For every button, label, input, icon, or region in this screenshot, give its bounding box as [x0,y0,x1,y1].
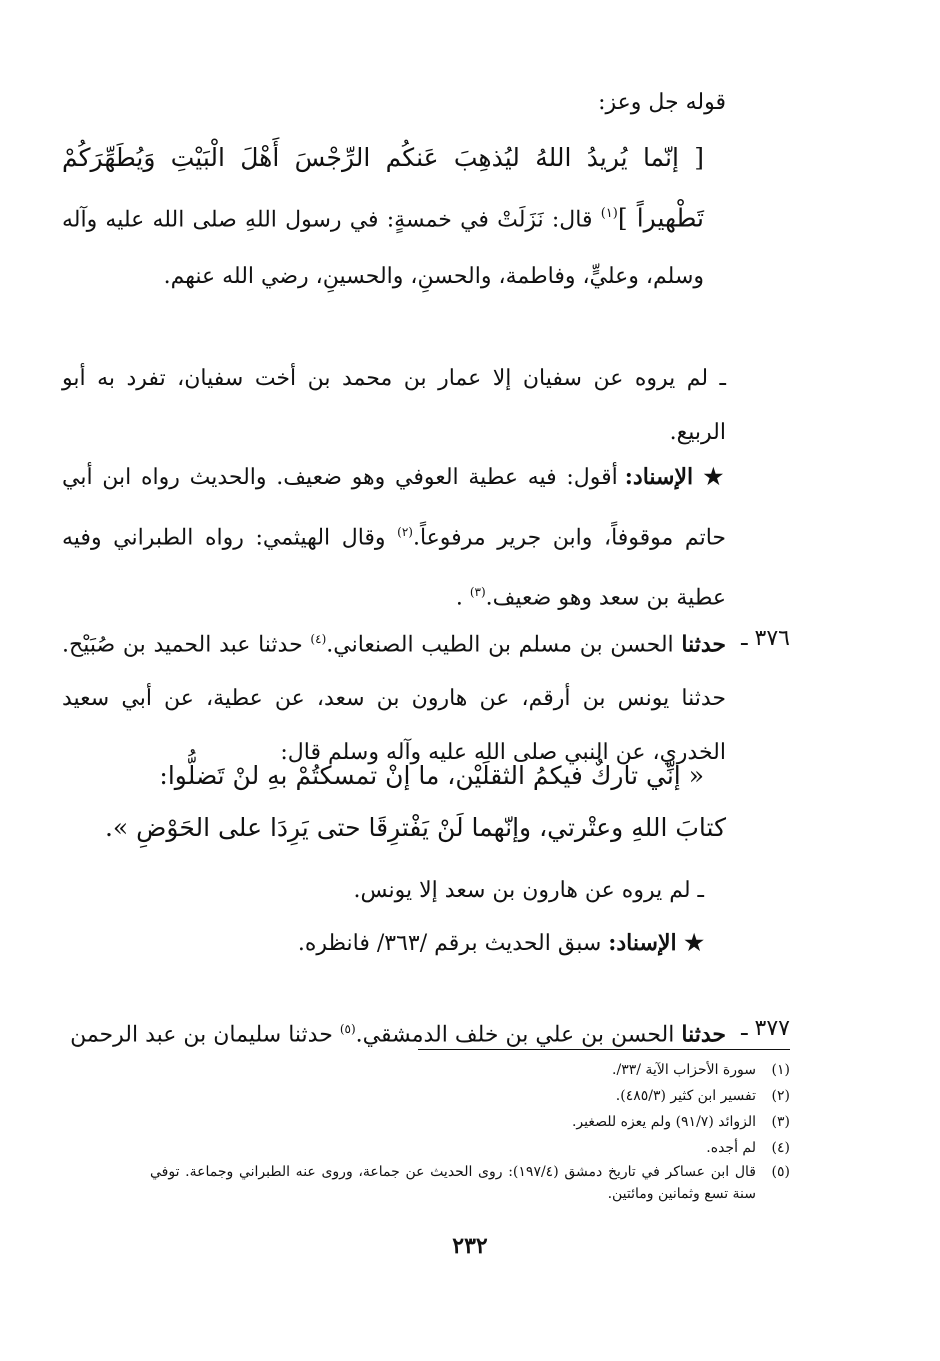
footnote-number: (١) [771,1062,790,1078]
hadith-376-note: ـ لم يروه عن هارون بن سعد إلا يونس. [353,878,704,903]
verse-paragraph [62,130,726,304]
isnad-paragraph-1 [62,450,726,626]
footnote-1 [150,1059,790,1081]
hadith-376-text-b: حدثنا عبد الحميد بن صُبَيْح. حدثنا يونس بن أرقم، عن هارون بن سعد، عن عطية، عن أبي سعيد الخدري، عن النبي صلى الله عليه وآله وسلم قال: [62,632,726,766]
footnote-text: تفسير ابن كثير (٤٨٥/٣). [615,1088,756,1104]
footnote-text: سورة الأحزاب الآية /٣٣/. [612,1062,756,1078]
hadith-377-line [70,1002,726,1062]
footnote-ref-3: (٣) [469,585,486,600]
footnote-3 [150,1111,790,1133]
isnad-text: سبق الحديث برقم /٣٦٣/ فانظره. [297,931,609,956]
page-number: ٢٣٢ [452,1233,488,1259]
hadith-quote-line-2: كتابَ اللهِ وعتْرتي، وإنّهما لَنْ يَفْترِقَا حتى يَرِدَا على الحَوْضِ ». [104,813,726,842]
haddathana-word: حدثنا [681,1021,726,1048]
hadith-quote-line-1: « إنِّي تاركٌ فيكمُ الثقلَيْن، ما إنْ تمسكتُمْ بهِ لنْ تَضلُّوا: [159,761,704,790]
note-text: ـ لم يروه عن سفيان إلا عمار بن محمد بن أخت سفيان، تفرد به أبو الربيع. [62,366,726,445]
verse-commentary: قال: نَزَلَتْ في خمسةٍ: في رسول اللهِ صلى الله عليه وآله وسلم، وعليٍّ، وفاطمة، والحسنِ، والحسينِ، رضي الله عنهم. [62,207,704,290]
footnote-number: (٤) [771,1140,790,1156]
hadith-number-376: ٣٧٦ ـ [741,626,790,651]
hadith-377-text-a: الحسن بن علي بن خلف الدمشقي. [355,1022,682,1048]
footnote-number: (٢) [771,1088,790,1104]
haddathana-word: حدثنا [681,631,726,658]
hadith-number-377: ٣٧٧ ـ [741,1016,790,1041]
isnad-text-c: . [455,585,470,611]
footnote-5 [150,1161,790,1205]
footnote-ref-4: (٤) [310,632,327,646]
quran-verse: [ إنّما يُريدُ اللهُ ليُذهِبَ عَنكُم الرِّجْسَ أَهْلَ الْبَيْتِ وَيُطَهِّرَكُمْ تَطْهيراً ] [62,143,704,233]
footnote-text: لم أجده. [706,1140,756,1156]
footnote-4 [150,1137,790,1159]
isnad-text-b: وقال الهيثمي: رواه الطبراني وفيه عطية بن سعد وهو ضعيف. [62,525,726,611]
hadith-377-text-b: حدثنا سليمان بن عبد الرحمن [70,1022,340,1048]
footnote-ref-2: (٢) [397,525,413,539]
footnote-text: قال ابن عساكر في تاريخ دمشق (١٩٧/٤): روى الحديث عن جماعة، وروى عنه الطبراني وجماعة. توفي سنة تسع وثمانين ومائتين. [150,1164,756,1202]
note-paragraph-1 [62,352,726,460]
footnote-number: (٥) [771,1164,790,1180]
footnote-separator [418,1049,790,1050]
hadith-376-text-a: الحسن بن مسلم بن الطيب الصنعاني. [326,632,682,658]
footnote-number: (٣) [771,1114,790,1130]
footnote-ref-1: (١) [600,206,618,221]
hadith-376-isnad [298,916,704,971]
isnad-text-a: أقول: فيه عطية العوفي وهو ضعيف. والحديث رواه ابن أبي حاتم موقوفاً، وابن جرير مرفوعاً. [62,465,726,551]
footnote-ref-5: (٥) [339,1022,356,1036]
footnote-2 [150,1085,790,1107]
isnad-label: ★ الإسناد: [608,930,704,956]
isnad-label: ★ الإسناد: [624,464,726,490]
intro-line: قوله جل وعز: [598,90,726,115]
footnote-text: الزوائد (٩١/٧) ولم يعزه للصغير. [571,1114,756,1130]
